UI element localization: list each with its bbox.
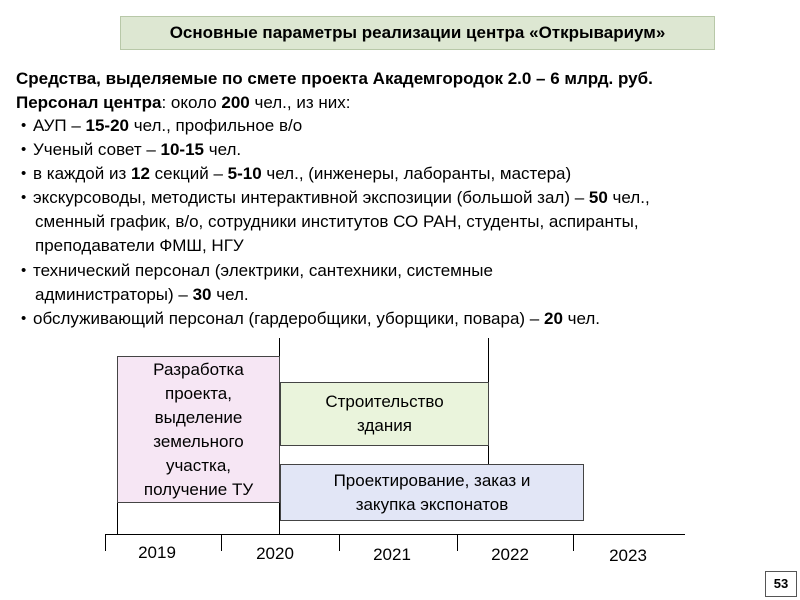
bullet-number: 20: [544, 309, 563, 328]
page-number: 53: [765, 571, 797, 597]
phase-line: Разработка: [153, 359, 244, 379]
year-label: 2019: [138, 543, 176, 562]
bullet-number: 5-10: [227, 164, 262, 183]
bullet-text: обслуживающий персонал (гардеробщики, уборщики, повара) –: [33, 309, 544, 328]
bullet-text: чел.: [562, 309, 601, 328]
timeline-axis: [105, 534, 685, 535]
bullet-guides-line3: преподаватели ФМШ, НГУ: [35, 236, 244, 255]
phase-construction-text: [325, 390, 443, 438]
bullet-text: чел.,: [607, 188, 650, 207]
bullet-text: секций –: [149, 164, 228, 183]
bullet-council: [33, 139, 241, 161]
phase-line: закупка экспонатов: [355, 494, 509, 514]
bullet-service: [33, 308, 600, 330]
bullet-technical-line2: [35, 284, 249, 306]
year-label: 2020: [256, 544, 294, 563]
phase-design-text: [144, 358, 253, 502]
phase-exhibits-text: [334, 469, 531, 517]
bullet-text: чел., профильное в/о: [129, 116, 303, 135]
bullet-number: 50: [588, 188, 608, 207]
axis-tick: [573, 534, 574, 551]
bullet-text: чел.: [211, 285, 249, 304]
bullet-number: 15-20: [85, 116, 129, 135]
phase-line: земельного: [153, 431, 244, 451]
phase-design: [117, 356, 280, 503]
year-label: 2023: [609, 546, 647, 565]
funding-line: Средства, выделяемые по смете проекта Академгородок 2.0 – 6 млрд. руб.: [16, 69, 653, 88]
staff-line: [16, 92, 350, 114]
bullet-number: 30: [192, 285, 212, 304]
bullet-text: чел.: [203, 140, 242, 159]
bullet-text: в каждой из: [33, 164, 131, 183]
phase-line: здания: [357, 416, 412, 435]
year-label: 2021: [373, 545, 411, 564]
axis-tick: [339, 534, 340, 551]
bullet-number: 12: [131, 164, 150, 183]
phase-line: получение ТУ: [143, 479, 254, 499]
phase-exhibits: [280, 464, 584, 521]
phase-line: участка,: [165, 455, 232, 475]
bullet-sections: [33, 163, 571, 185]
bullet-number: 10-15: [160, 140, 204, 159]
phase-line: выделение: [154, 407, 243, 427]
axis-tick: [457, 534, 458, 551]
axis-tick: [105, 534, 106, 551]
slide-title: Основные параметры реализации центра «Открывариум»: [120, 16, 715, 50]
phase-line: проекта,: [165, 383, 232, 403]
year-label: 2022: [491, 545, 529, 564]
bullet-aup: [33, 115, 302, 137]
bullet-guides: [33, 187, 650, 209]
axis-tick: [221, 534, 222, 551]
phase-construction: [280, 382, 489, 446]
bullet-text: администраторы) –: [35, 285, 193, 304]
staff-prefix: : около: [161, 93, 222, 112]
staff-count: 200: [221, 93, 250, 112]
phase-line: Строительство: [325, 392, 444, 411]
bullet-text: экскурсоводы, методисты интерактивной экспозиции (большой зал) –: [33, 188, 589, 207]
staff-suffix: чел., из них:: [249, 93, 351, 112]
bullet-guides-line2: сменный график, в/о, сотрудники институтов СО РАН, студенты, аспиранты,: [35, 212, 639, 231]
bullet-technical: • технический персонал (электрики, сантехники, системные: [33, 260, 493, 282]
bullet-text: АУП –: [33, 116, 86, 135]
staff-label: Персонал центра: [16, 93, 162, 112]
bullet-text: Ученый совет –: [33, 140, 161, 159]
phase-line: Проектирование, заказ и: [333, 470, 531, 490]
bullet-text: чел., (инженеры, лаборанты, мастера): [261, 164, 572, 183]
